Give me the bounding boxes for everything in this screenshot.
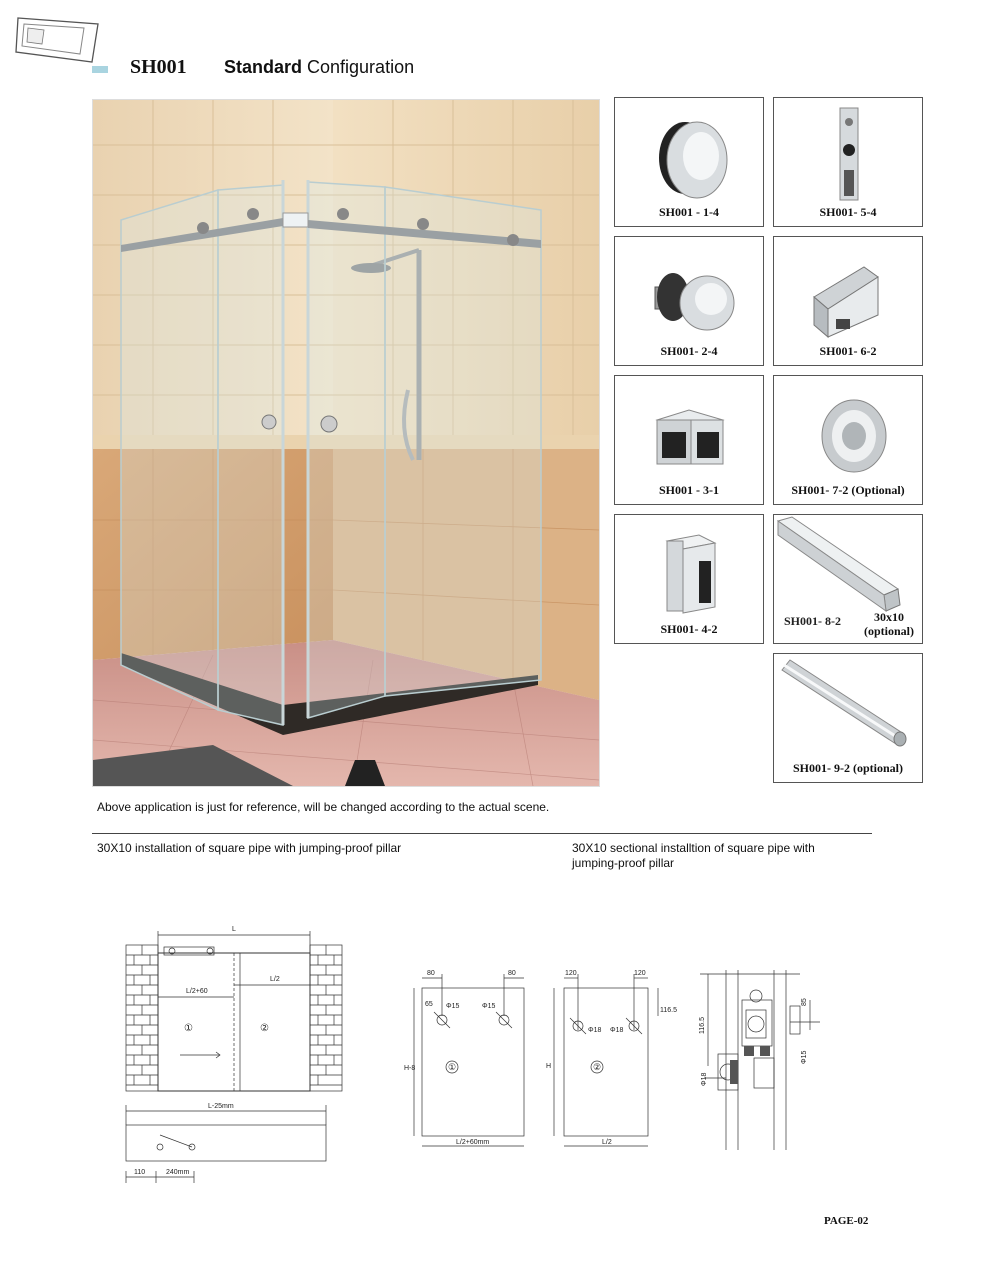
- dim-120-right: 120: [634, 970, 646, 977]
- dim-rail-240: 240mm: [166, 1169, 190, 1176]
- part-card-4-2: [614, 514, 764, 644]
- part-label: SH001- 9-2 (optional): [792, 761, 903, 775]
- dim-rail-110: 110: [134, 1169, 146, 1176]
- dim-phi15-a: Φ15: [446, 1003, 460, 1010]
- part-label: SH001 - 3-1: [659, 483, 719, 497]
- dim-80-left: 80: [427, 970, 435, 977]
- dim-80-right: 80: [508, 970, 516, 977]
- part-card-6-2: [773, 236, 923, 366]
- page-number: PAGE-02: [824, 1215, 869, 1227]
- panel-2-marker: ②: [260, 1023, 269, 1034]
- caption-left: 30X10 installation of square pipe with jumping-proof pillar: [97, 841, 402, 855]
- dim-65: 65: [425, 1001, 433, 1008]
- part-card-8-2: [773, 514, 923, 644]
- part-label: SH001- 8-2: [784, 614, 841, 628]
- dim-sec-85: 85: [801, 998, 808, 1006]
- shower-enclosure-photo: [92, 99, 600, 787]
- plan-drawing: [120, 915, 350, 1195]
- dim-116-5: 116.5: [660, 1007, 677, 1014]
- part-card-9-2: [773, 653, 923, 783]
- dim-L2-60: L/2+60: [186, 988, 208, 995]
- dim-h-8: H-8: [404, 1065, 416, 1072]
- part-card-3-1: [614, 375, 764, 505]
- part-label: SH001- 5-4: [819, 205, 877, 219]
- glass-panel-2-drawing: [540, 960, 680, 1160]
- dim-sec-phi18: Φ18: [701, 1072, 708, 1086]
- dim-sec-116-5: 116.5: [699, 1017, 706, 1034]
- panel-1-marker: ①: [184, 1023, 193, 1034]
- part-label: SH001 - 1-4: [659, 205, 719, 219]
- panel-1-number: ①: [448, 1062, 457, 1072]
- dim-phi18-b: Φ18: [610, 1027, 624, 1034]
- section-drawing: [690, 960, 830, 1160]
- dim-L2: L/2: [270, 976, 280, 983]
- part-label: SH001- 2-4: [660, 344, 718, 358]
- model-code: SH001: [130, 56, 187, 78]
- dim-phi18-a: Φ18: [588, 1027, 602, 1034]
- dim-sec-phi15: Φ15: [801, 1050, 808, 1064]
- part-optional: (optional): [863, 624, 914, 638]
- part-label: SH001- 6-2: [819, 344, 877, 358]
- dim-width-2: L/2: [602, 1139, 612, 1146]
- section-divider: [92, 833, 872, 834]
- dim-h: H: [546, 1063, 552, 1070]
- dim-width-1: L/2+60mm: [456, 1139, 490, 1146]
- part-size: 30x10: [873, 610, 904, 624]
- part-label-extra: [864, 610, 914, 638]
- part-label: SH001- 7-2 (Optional): [791, 483, 905, 497]
- part-card-5-4: [773, 97, 923, 227]
- dim-phi15-b: Φ15: [482, 1003, 496, 1010]
- reference-note: Above application is just for reference, will be changed according to the actual scene.: [97, 800, 550, 814]
- part-label: SH001- 4-2: [660, 622, 718, 636]
- title-rest: Configuration: [302, 57, 415, 77]
- caption-right: 30X10 sectional installtion of square pipe with jumping-proof pillar: [572, 841, 815, 870]
- part-card-7-2: [773, 375, 923, 505]
- part-card-2-4: [614, 236, 764, 366]
- panel-2-number: ②: [593, 1062, 602, 1072]
- glass-panel-1-drawing: [400, 960, 540, 1160]
- dim-rail-len: L-25mm: [208, 1103, 234, 1110]
- accent-bar: [92, 66, 108, 73]
- dim-120-left: 120: [565, 970, 577, 977]
- title-bold: Standard: [224, 57, 303, 77]
- brand-logo: [14, 14, 100, 64]
- part-card-1-4: [614, 97, 764, 227]
- dim-L: L: [232, 926, 236, 933]
- page-title: [224, 57, 414, 78]
